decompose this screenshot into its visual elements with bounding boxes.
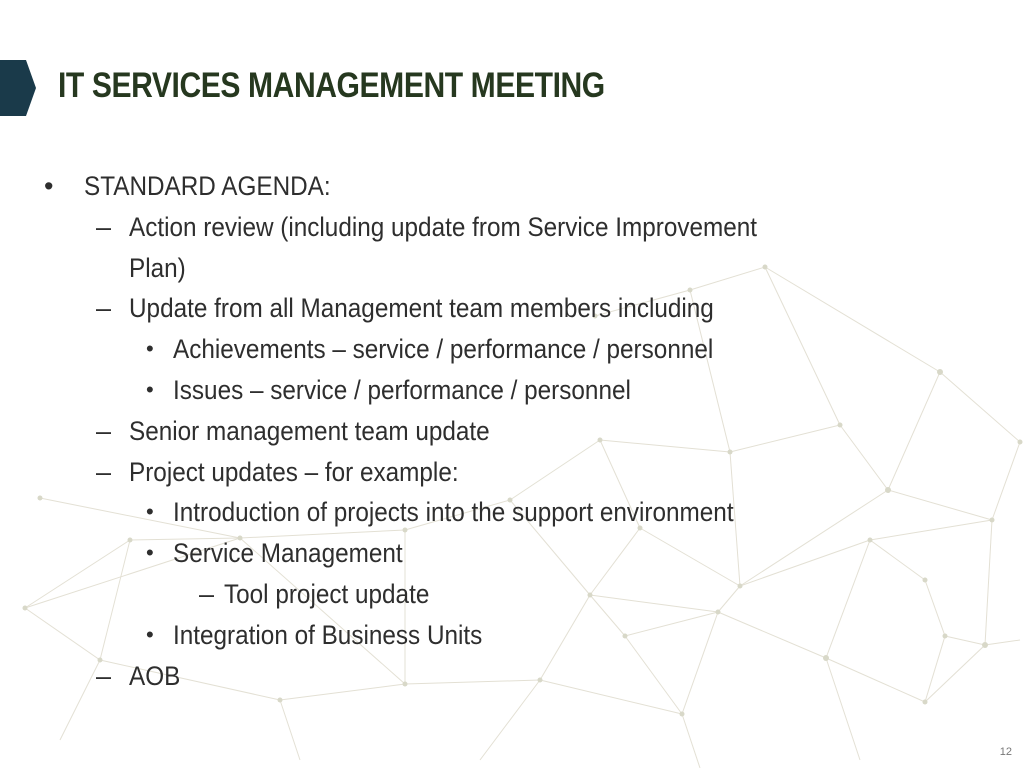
- agenda-subitem-introduction-projects: [0, 492, 1024, 533]
- page-number: 12: [999, 746, 1012, 758]
- agenda-item-action-review: [0, 207, 1024, 248]
- agenda-subitem-text: Issues – service / performance / personnel: [173, 374, 631, 405]
- agenda-subitem-achievements: [0, 329, 1024, 370]
- agenda-item-text: Project updates – for example:: [129, 456, 459, 487]
- agenda-item-senior-update: [0, 411, 1024, 452]
- dash-marker: –: [96, 415, 112, 446]
- agenda-subitem-text: Introduction of projects into the support environment: [173, 497, 734, 528]
- agenda-subsubitem-tool-project: [0, 574, 1024, 615]
- bullet-marker: •: [146, 376, 154, 402]
- agenda-list: [0, 166, 1024, 696]
- bullet-marker: •: [44, 171, 54, 201]
- agenda-subitem-issues: [0, 370, 1024, 411]
- agenda-item-text: Action review (including update from Service Improvement: [129, 211, 758, 242]
- bullet-marker: •: [146, 499, 154, 525]
- dash-marker: –: [96, 660, 112, 691]
- agenda-item-text: Plan): [129, 252, 186, 283]
- agenda-subitem-text: Achievements – service / performance / personnel: [173, 334, 714, 365]
- agenda-item-text: Senior management team update: [129, 415, 490, 446]
- agenda-item-project-updates: [0, 452, 1024, 493]
- agenda-subsubitem-text: Tool project update: [224, 578, 430, 609]
- bullet-marker: •: [146, 540, 154, 566]
- agenda-item-aob: [0, 656, 1024, 697]
- slide-title: IT SERVICES MANAGEMENT MEETING: [58, 66, 605, 105]
- agenda-subitem-text: Service Management: [173, 538, 403, 569]
- dash-marker: –: [199, 578, 215, 609]
- agenda-item-text: AOB: [129, 660, 181, 691]
- dash-marker: –: [96, 456, 112, 487]
- dash-marker: –: [96, 293, 112, 324]
- agenda-heading-text: STANDARD AGENDA:: [84, 171, 331, 201]
- agenda-item-management-update: [0, 288, 1024, 329]
- dash-marker: –: [96, 211, 112, 242]
- agenda-subitem-integration-units: [0, 615, 1024, 656]
- agenda-subitem-service-management: [0, 533, 1024, 574]
- title-accent-tab: [0, 58, 40, 118]
- agenda-item-action-review-continued: [0, 248, 1024, 289]
- bullet-marker: •: [146, 621, 154, 647]
- agenda-heading: [0, 166, 1024, 207]
- bullet-marker: •: [146, 336, 154, 362]
- agenda-subitem-text: Integration of Business Units: [173, 619, 483, 650]
- agenda-item-text: Update from all Management team members including: [129, 293, 714, 324]
